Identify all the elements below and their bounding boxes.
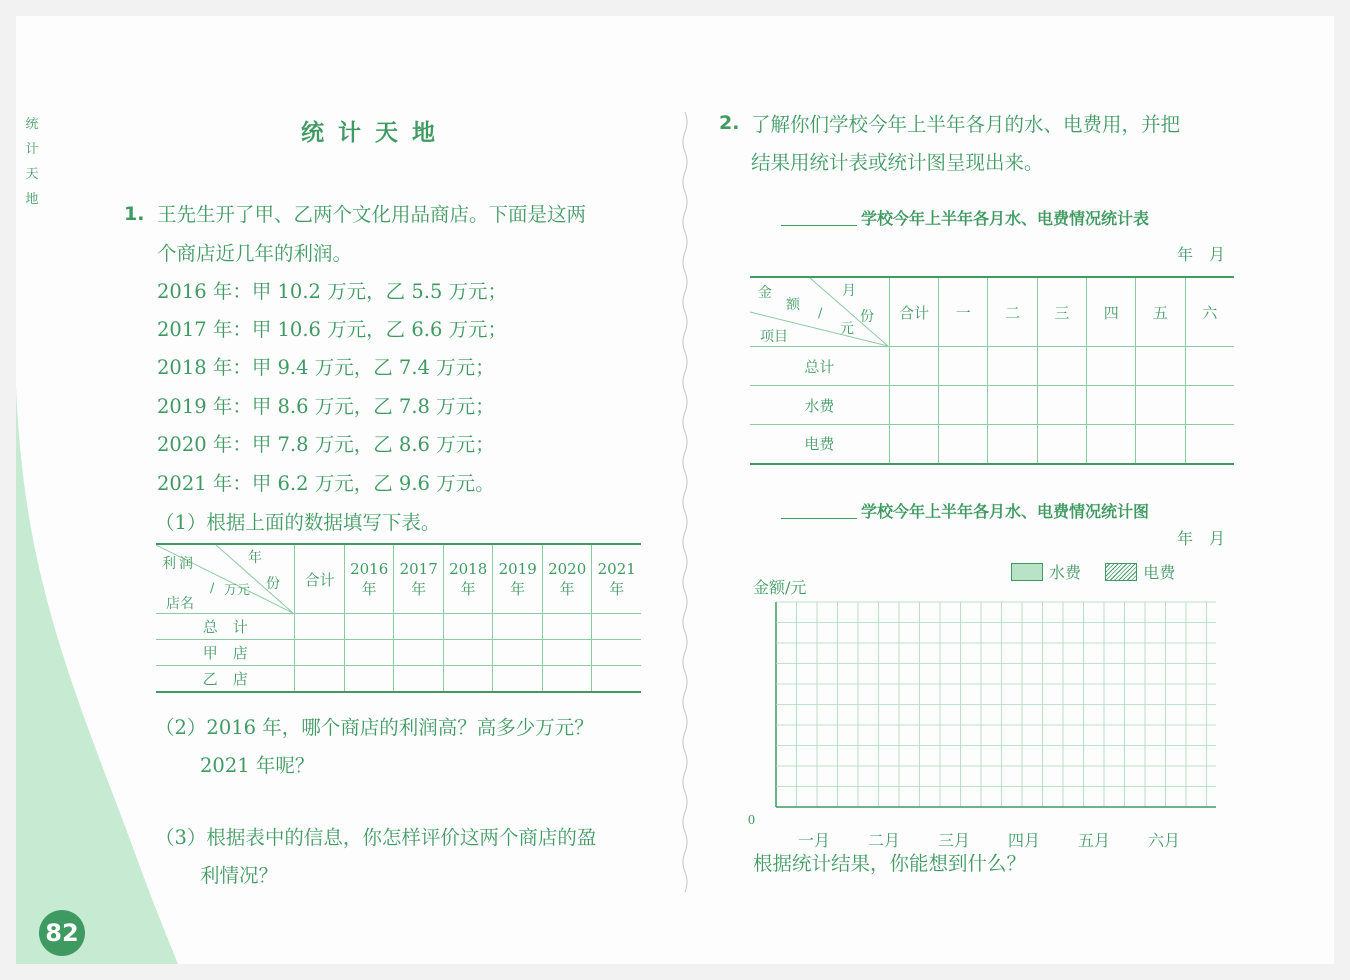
col-header-total: 合计 bbox=[889, 277, 938, 347]
answer-cell[interactable] bbox=[394, 666, 444, 692]
answer-cell[interactable] bbox=[1037, 386, 1086, 425]
col-header-year: 2019 年 bbox=[493, 544, 543, 614]
answer-cell[interactable] bbox=[939, 386, 988, 425]
answer-cell[interactable] bbox=[889, 425, 938, 464]
answer-cell[interactable] bbox=[443, 614, 493, 640]
answer-cell[interactable] bbox=[443, 666, 493, 692]
q1-data-line: 2017 年：甲 10.6 万元，乙 6.6 万元； bbox=[157, 318, 508, 341]
q2-intro-line1: 了解你们学校今年上半年各月的水、电费用，并把 bbox=[751, 113, 1181, 136]
corner-label-month: 月 bbox=[842, 283, 856, 299]
page-gutter-divider bbox=[680, 112, 690, 892]
answer-cell[interactable] bbox=[889, 347, 938, 386]
corner-label-e: 额 bbox=[786, 297, 800, 313]
chart-title: 学校今年上半年各月水、电费情况统计图 bbox=[781, 499, 1149, 522]
corner-label-yuan: 元 bbox=[840, 321, 854, 337]
col-header-year: 2016 年 bbox=[344, 544, 394, 614]
answer-cell[interactable] bbox=[542, 640, 592, 666]
col-header-month: 一 bbox=[939, 277, 988, 347]
corner-label-fen: 份 bbox=[266, 576, 280, 592]
row-header-water: 水费 bbox=[750, 386, 889, 425]
legend-swatch-electricity bbox=[1105, 563, 1137, 581]
answer-cell[interactable] bbox=[988, 425, 1037, 464]
answer-cell[interactable] bbox=[295, 614, 345, 640]
answer-cell[interactable] bbox=[493, 614, 543, 640]
bar-chart-grid[interactable] bbox=[746, 596, 1216, 856]
col-header-month: 二 bbox=[988, 277, 1037, 347]
answer-cell[interactable] bbox=[1136, 347, 1185, 386]
chart-gridlines bbox=[776, 602, 1216, 807]
answer-cell[interactable] bbox=[1037, 347, 1086, 386]
answer-cell[interactable] bbox=[443, 640, 493, 666]
answer-cell[interactable] bbox=[1136, 425, 1185, 464]
corner-label-store: 店名 bbox=[166, 596, 194, 612]
q1-data-line: 2018 年：甲 9.4 万元，乙 7.4 万元； bbox=[157, 356, 495, 379]
row-header-total: 总计 bbox=[750, 347, 889, 386]
corner-label-year: 年 bbox=[248, 550, 262, 566]
col-header-month: 四 bbox=[1087, 277, 1136, 347]
corner-label-slash: / bbox=[818, 306, 823, 321]
answer-cell[interactable] bbox=[988, 386, 1037, 425]
corner-label-item: 项目 bbox=[760, 329, 788, 345]
col-header-total: 合计 bbox=[295, 544, 345, 614]
corner-label-jin: 金 bbox=[758, 285, 772, 301]
col-header-year: 2017 年 bbox=[394, 544, 444, 614]
corner-label-fen: 份 bbox=[860, 309, 874, 325]
page-number-badge: 82 bbox=[39, 910, 85, 956]
answer-cell[interactable] bbox=[1087, 386, 1136, 425]
table-corner-cell bbox=[156, 544, 295, 614]
table-row bbox=[750, 386, 1234, 425]
table-corner-cell bbox=[750, 277, 889, 347]
school-name-blank[interactable] bbox=[781, 225, 857, 226]
q1-intro-line1: 王先生开了甲、乙两个文化用品商店。下面是这两 bbox=[157, 203, 587, 226]
col-header-year: 2018 年 bbox=[443, 544, 493, 614]
answer-cell[interactable] bbox=[592, 614, 641, 640]
table-row bbox=[156, 666, 641, 692]
col-header-month: 五 bbox=[1136, 277, 1185, 347]
table-row bbox=[156, 640, 641, 666]
q1-sub3-line1: （3）根据表中的信息，你怎样评价这两个商店的盈 bbox=[155, 826, 597, 849]
stat-table-title: 学校今年上半年各月水、电费情况统计表 bbox=[781, 206, 1149, 229]
x-tick-label: 一月 bbox=[798, 833, 831, 850]
answer-cell[interactable] bbox=[1185, 347, 1234, 386]
x-tick-label: 六月 bbox=[1148, 833, 1181, 850]
question-1-number: 1. bbox=[124, 203, 145, 225]
workbook-page bbox=[16, 16, 1334, 964]
answer-cell[interactable] bbox=[493, 666, 543, 692]
answer-cell[interactable] bbox=[344, 640, 394, 666]
answer-cell[interactable] bbox=[1087, 347, 1136, 386]
q1-intro-line2: 个商店近几年的利润。 bbox=[157, 242, 353, 265]
answer-cell[interactable] bbox=[1185, 386, 1234, 425]
answer-cell[interactable] bbox=[344, 614, 394, 640]
corner-label-profit: 利润 bbox=[162, 556, 196, 572]
col-header-month: 六 bbox=[1185, 277, 1234, 347]
legend-label-water: 水费 bbox=[1049, 563, 1082, 582]
answer-cell[interactable] bbox=[542, 614, 592, 640]
q2-reflection-question: 根据统计结果，你能想到什么？ bbox=[753, 852, 1027, 875]
question-2-number: 2. bbox=[719, 112, 740, 134]
profit-table bbox=[156, 543, 641, 693]
answer-cell[interactable] bbox=[394, 640, 444, 666]
q2-intro-line2: 结果用统计表或统计图呈现出来。 bbox=[751, 151, 1044, 174]
answer-cell[interactable] bbox=[939, 347, 988, 386]
table-row bbox=[156, 614, 641, 640]
x-tick-label: 二月 bbox=[868, 833, 901, 850]
row-header-store-b: 乙 店 bbox=[156, 666, 295, 692]
answer-cell[interactable] bbox=[394, 614, 444, 640]
answer-cell[interactable] bbox=[344, 666, 394, 692]
q1-sub1-instruction: （1）根据上面的数据填写下表。 bbox=[155, 511, 441, 534]
utility-table bbox=[750, 276, 1234, 465]
sidebar-char: 天 bbox=[25, 167, 39, 182]
answer-cell[interactable] bbox=[1185, 425, 1234, 464]
q1-data-line: 2016 年：甲 10.2 万元，乙 5.5 万元； bbox=[157, 280, 508, 303]
answer-cell[interactable] bbox=[542, 666, 592, 692]
sidebar-char: 地 bbox=[25, 192, 39, 207]
sidebar-vertical-title bbox=[24, 112, 40, 212]
x-tick-label: 三月 bbox=[938, 833, 971, 850]
answer-cell[interactable] bbox=[1136, 386, 1185, 425]
chart-date: 年 月 bbox=[1177, 529, 1226, 548]
table-row bbox=[750, 347, 1234, 386]
page-title: 统计天地 bbox=[301, 119, 449, 146]
school-name-blank[interactable] bbox=[781, 518, 857, 519]
col-header-year: 2020 年 bbox=[542, 544, 592, 614]
answer-cell[interactable] bbox=[939, 425, 988, 464]
answer-cell[interactable] bbox=[988, 347, 1037, 386]
stat-table-date: 年 月 bbox=[1177, 245, 1226, 264]
col-header-year: 2021 年 bbox=[592, 544, 641, 614]
answer-cell[interactable] bbox=[592, 640, 641, 666]
answer-cell[interactable] bbox=[493, 640, 543, 666]
q1-data-line: 2020 年：甲 7.8 万元，乙 8.6 万元； bbox=[157, 433, 495, 456]
x-tick-label: 四月 bbox=[1008, 833, 1041, 850]
q1-sub2-line1: （2）2016 年，哪个商店的利润高？高多少万元？ bbox=[155, 716, 594, 739]
answer-cell[interactable] bbox=[1037, 425, 1086, 464]
row-header-store-a: 甲 店 bbox=[156, 640, 295, 666]
chart-legend bbox=[1011, 560, 1175, 583]
sidebar-char: 计 bbox=[25, 142, 39, 157]
row-header-electricity: 电费 bbox=[750, 425, 889, 464]
q1-sub3-line2: 利情况？ bbox=[200, 864, 279, 887]
x-tick-label: 五月 bbox=[1078, 833, 1111, 850]
answer-cell[interactable] bbox=[1087, 425, 1136, 464]
answer-cell[interactable] bbox=[295, 640, 345, 666]
table-row bbox=[750, 425, 1234, 464]
q1-data-line: 2021 年：甲 6.2 万元，乙 9.6 万元。 bbox=[157, 472, 495, 495]
corner-label-slash: / bbox=[210, 581, 215, 596]
legend-swatch-water bbox=[1011, 563, 1043, 581]
row-header-total: 总 计 bbox=[156, 614, 295, 640]
answer-cell[interactable] bbox=[295, 666, 345, 692]
q1-data-line: 2019 年：甲 8.6 万元，乙 7.8 万元； bbox=[157, 395, 495, 418]
legend-label-electricity: 电费 bbox=[1143, 563, 1176, 582]
sidebar-char: 统 bbox=[25, 117, 39, 132]
answer-cell[interactable] bbox=[889, 386, 938, 425]
answer-cell[interactable] bbox=[592, 666, 641, 692]
chart-origin-label: 0 bbox=[748, 813, 755, 828]
q1-sub2-line2: 2021 年呢？ bbox=[200, 754, 315, 777]
corner-label-unit: 万元 bbox=[224, 583, 251, 598]
chart-y-axis-label: 金额/元 bbox=[753, 578, 807, 597]
col-header-month: 三 bbox=[1037, 277, 1086, 347]
